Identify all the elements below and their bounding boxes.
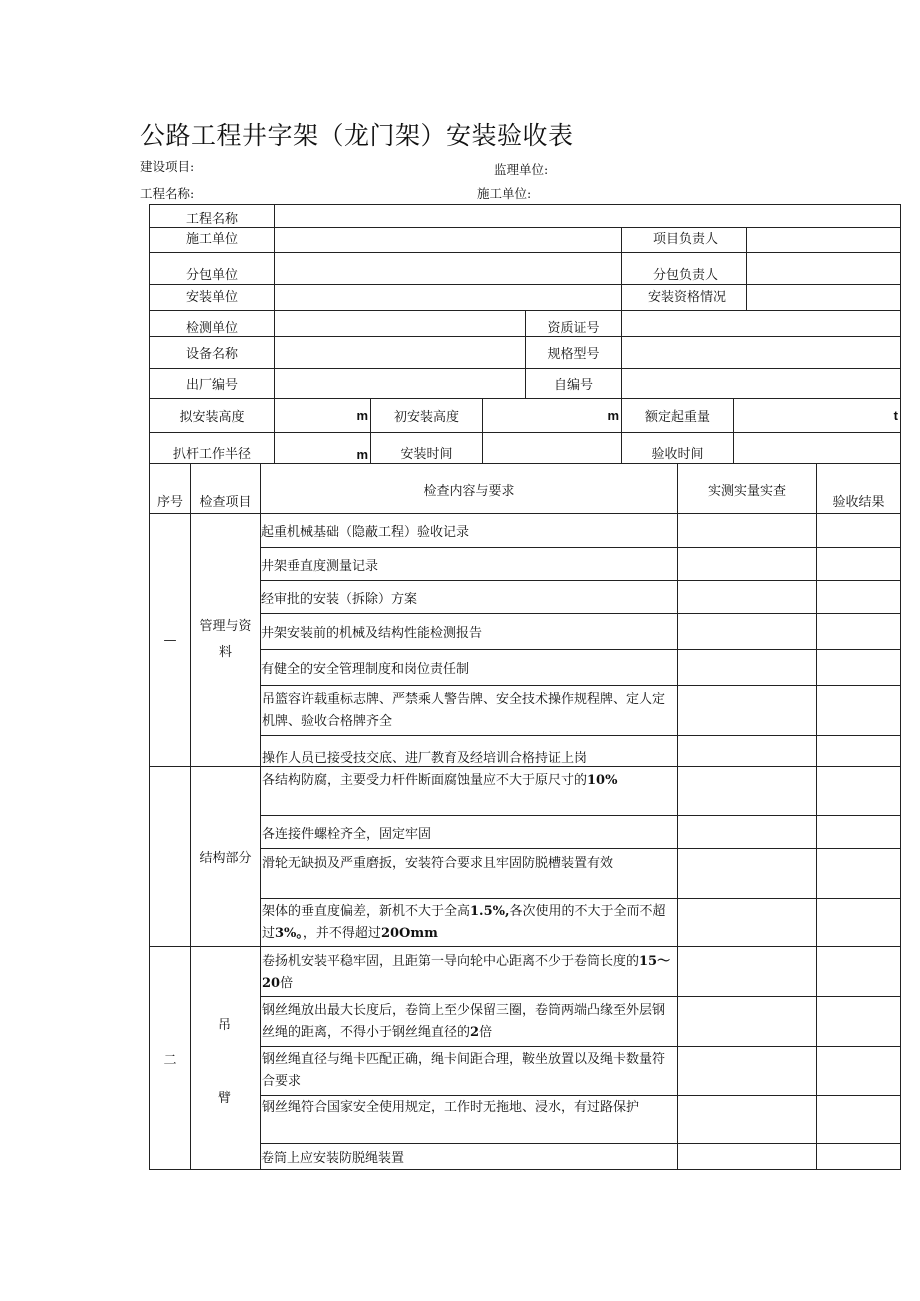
s2-row2-measured — [677, 815, 817, 849]
s3-row4-content: 钢丝绳符合国家安全使用规定，工作时无拖地、浸水，有过路保护 — [260, 1095, 678, 1144]
s2-row4-text-c: ，并不得超过 — [302, 926, 381, 941]
s1-row5-measured — [677, 649, 817, 686]
s1-row2-content: 井架垂直度测量记录 — [260, 547, 678, 581]
s1-row3-result — [816, 580, 901, 614]
s3-row2-result — [816, 996, 901, 1047]
info-planned-height-label: 拟安装高度 — [149, 398, 275, 433]
s3-row1-result — [816, 946, 901, 997]
info-initial-height-unit: m — [482, 398, 622, 433]
s3-row1-measured — [677, 946, 817, 997]
s2-row4-value-b: 3%。 — [275, 926, 303, 941]
section2-item: 结构部分 — [190, 766, 261, 947]
s2-row4-text-a: 架体的垂直度偏差，新机不大于全高 — [262, 904, 471, 919]
s1-row4-content: 井架安装前的机械及结构性能检测报告 — [260, 613, 678, 650]
info-install-time-value — [482, 432, 622, 464]
info-project-leader-value — [746, 227, 901, 253]
s2-row1-measured — [677, 766, 817, 816]
s3-row1-suffix: 倍 — [280, 976, 294, 991]
info-project-name-label: 工程名称 — [149, 204, 275, 228]
s2-row2-result — [816, 815, 901, 849]
col-content-header: 检查内容与要求 — [260, 463, 678, 514]
info-model-value — [621, 336, 901, 369]
info-project-leader-label: 项目负责人 — [621, 227, 747, 253]
info-install-qualification-value — [746, 284, 901, 311]
s2-row4-result — [816, 898, 901, 947]
section3-item — [190, 946, 261, 1170]
section3-seq: 二 — [149, 946, 191, 1170]
s2-row1-content — [260, 766, 678, 816]
info-inspection-unit-label: 检测单位 — [149, 310, 275, 337]
s1-row6-measured — [677, 685, 817, 736]
info-cert-label: 资质证号 — [525, 310, 622, 337]
info-self-no-value — [621, 368, 901, 399]
s2-row2-content: 各连接件螺栓齐全，固定牢固 — [260, 815, 678, 849]
s1-row6-content: 吊篮容许载重标志牌、严禁乘人警告牌、安全技术操作规程牌、定人定机牌、验收合格牌齐全 — [260, 685, 678, 736]
s3-row2-content — [260, 996, 678, 1047]
s3-row5-result — [816, 1143, 901, 1170]
s2-row4-content — [260, 898, 678, 947]
s1-row7-content: 操作人员已接受技交底、进厂教育及经培训合格持证上岗 — [260, 735, 678, 767]
info-rated-load-label: 额定起重量 — [621, 398, 734, 433]
info-subcontract-leader-label: 分包负责人 — [621, 252, 747, 285]
s2-row1-value: 10% — [587, 773, 618, 788]
info-model-label: 规格型号 — [525, 336, 622, 369]
s2-row4-value-c: 20Omm — [380, 926, 438, 941]
s1-row7-measured — [677, 735, 817, 767]
info-self-no-label: 自编号 — [525, 368, 622, 399]
section1-seq: — — [149, 513, 191, 767]
info-initial-height-label: 初安装高度 — [370, 398, 483, 433]
s1-row5-result — [816, 649, 901, 686]
supervision-unit-label: 监理单位: — [494, 162, 549, 177]
construction-unit-label: 施工单位: — [477, 186, 532, 201]
s1-row4-measured — [677, 613, 817, 650]
info-subcontractor-label: 分包单位 — [149, 252, 275, 285]
info-inspection-unit-value — [274, 310, 526, 337]
page-title: 公路工程井字架（龙门架）安装验收表 — [140, 121, 574, 150]
s1-row2-measured — [677, 547, 817, 581]
info-subcontract-leader-value — [746, 252, 901, 285]
s3-row2-value: 2 — [470, 1025, 480, 1040]
s1-row1-content: 起重机械基础（隐蔽工程）验收记录 — [260, 513, 678, 548]
s3-row1-text: 卷扬机安装平稳牢固，且距第一导向轮中心距离不少于卷筒长度的 — [262, 954, 640, 969]
info-arm-radius-unit: m — [274, 432, 371, 464]
s1-row5-content: 有健全的安全管理制度和岗位责任制 — [260, 649, 678, 686]
info-equipment-name-label: 设备名称 — [149, 336, 275, 369]
section2-seq — [149, 766, 191, 947]
section1-item: 管理与资料 — [190, 513, 261, 767]
info-install-qualification-label: 安装资格情况 — [621, 284, 747, 311]
s3-row1-content — [260, 946, 678, 997]
s2-row4-text-b: 各次使用的不大于全而不超过 — [262, 904, 666, 941]
section3-item-char2: 臂 — [218, 1091, 232, 1106]
s1-row3-content: 经审批的安装（拆除）方案 — [260, 580, 678, 614]
info-planned-height-unit: m — [274, 398, 371, 433]
s2-row3-result — [816, 848, 901, 899]
s2-row1-result — [816, 766, 901, 816]
s2-row4-value-a: 1.5%, — [470, 904, 510, 919]
s3-row3-result — [816, 1046, 901, 1096]
s1-row1-measured — [677, 513, 817, 548]
s2-row1-text: 各结构防腐，主要受力杆件断面腐蚀量应不大于原尺寸的 — [262, 773, 588, 788]
s3-row4-measured — [677, 1095, 817, 1144]
col-seq-header: 序号 — [149, 463, 191, 514]
project-name-label: 工程名称: — [140, 186, 195, 201]
info-accept-time-value — [733, 432, 901, 464]
s3-row1-value: 15～20 — [262, 954, 671, 991]
info-project-name-value — [274, 204, 901, 228]
s1-row3-measured — [677, 580, 817, 614]
info-factory-no-value — [274, 368, 526, 399]
s2-row4-measured — [677, 898, 817, 947]
info-cert-value — [621, 310, 901, 337]
s3-row5-content: 卷筒上应安装防脱绳装置 — [260, 1143, 678, 1170]
s3-row4-result — [816, 1095, 901, 1144]
s2-row3-content: 滑轮无缺损及严重磨扳，安装符合要求且牢固防脱槽装置有效 — [260, 848, 678, 899]
s3-row2-measured — [677, 996, 817, 1047]
s2-row3-measured — [677, 848, 817, 899]
s3-row5-measured — [677, 1143, 817, 1170]
s3-row2-text: 钢丝绳放出最大长度后，卷筒上至少保留三圈，卷筒两端凸缘至外层钢丝绳的距离，不得小于钢丝绳直径的 — [262, 1003, 666, 1040]
info-construction-unit-label: 施工单位 — [149, 227, 275, 253]
s1-row2-result — [816, 547, 901, 581]
s1-row4-result — [816, 613, 901, 650]
info-rated-load-unit: t — [733, 398, 901, 433]
section3-item-char1: 吊 — [218, 1018, 232, 1033]
info-install-unit-label: 安装单位 — [149, 284, 275, 311]
info-equipment-name-value — [274, 336, 526, 369]
s3-row2-suffix: 倍 — [479, 1025, 493, 1040]
s1-row7-result — [816, 735, 901, 767]
info-install-unit-value — [274, 284, 622, 311]
s3-row3-measured — [677, 1046, 817, 1096]
info-arm-radius-label: 扒杆工作半径 — [149, 432, 275, 464]
col-result-header: 验收结果 — [816, 463, 901, 514]
info-factory-no-label: 出厂编号 — [149, 368, 275, 399]
s1-row6-result — [816, 685, 901, 736]
info-accept-time-label: 验收时间 — [621, 432, 734, 464]
construction-project-label: 建设项目: — [140, 159, 195, 174]
s3-row3-content: 钢丝绳直径与绳卡匹配正确，绳卡间距合理，鞍坐放置以及绳卡数量符合要求 — [260, 1046, 678, 1096]
col-item-header: 检查项目 — [190, 463, 261, 514]
info-subcontractor-value — [274, 252, 622, 285]
s1-row1-result — [816, 513, 901, 548]
col-measured-header: 实测实量实查 — [677, 463, 817, 514]
info-construction-unit-value — [274, 227, 622, 253]
info-install-time-label: 安装时间 — [370, 432, 483, 464]
